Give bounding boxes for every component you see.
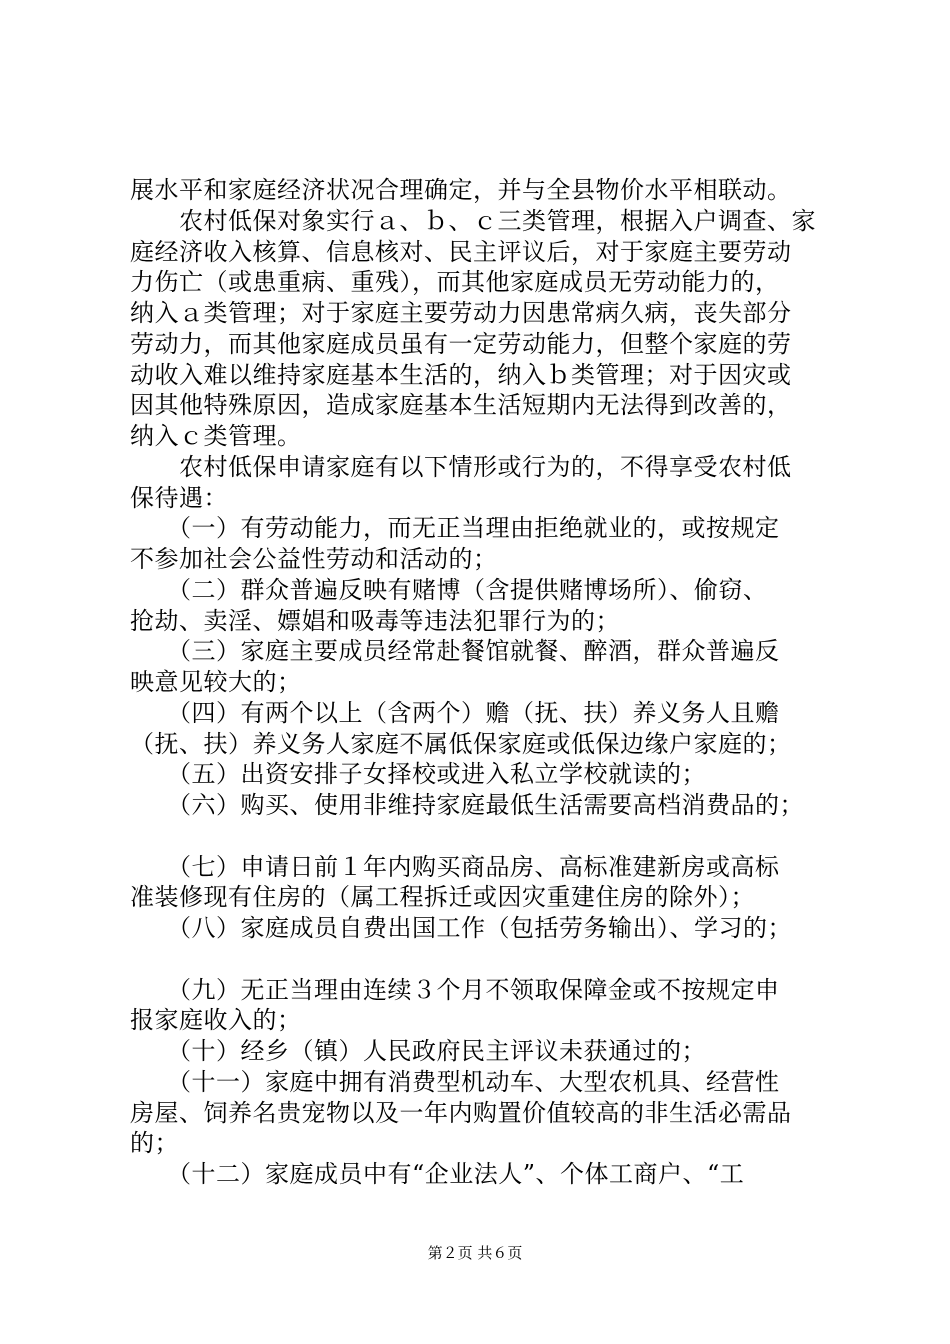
text-line: （七）申请日前１年内购买商品房、高标准建新房或高标 xyxy=(130,852,780,881)
text-line: （五）出资安排子女择校或进入私立学校就读的； xyxy=(130,760,706,789)
text-line: （九）无正当理由连续３个月不领取保障金或不按规定申 xyxy=(130,975,780,1004)
text-line: 准装修现有住房的（属工程拆迁或因灾重建住房的除外）； xyxy=(130,883,755,912)
text-line: 的； xyxy=(130,1129,179,1158)
text-line: （二）群众普遍反映有赌博（含提供赌博场所）、偷窃、 xyxy=(130,575,768,604)
text-line: （八）家庭成员自费出国工作（包括劳务输出）、学习的； xyxy=(130,914,792,942)
text-line: 劳动力，而其他家庭成员虽有一定劳动能力，但整个家庭的劳 xyxy=(130,329,792,358)
text-line: 动收入难以维持家庭基本生活的，纳入ｂ类管理；对于因灾或 xyxy=(130,360,792,389)
text-line: （十）经乡（镇）人民政府民主评议未获通过的； xyxy=(130,1037,706,1065)
text-line: 农村低保对象实行ａ、ｂ、ｃ三类管理，根据入户调查、家 xyxy=(130,206,816,235)
text-line: 映意见较大的； xyxy=(130,668,302,696)
text-line: 因其他特殊原因，造成家庭基本生活短期内无法得到改善的， xyxy=(130,391,792,420)
text-line: （三）家庭主要成员经常赴餐馆就餐、醉酒，群众普遍反 xyxy=(130,637,780,666)
text-line: （十二）家庭成员中有“企业法人”、个体工商户、“工 xyxy=(130,1160,745,1188)
text-line: 展水平和家庭经济状况合理确定，并与全县物价水平相联动。 xyxy=(130,176,792,204)
text-line: 力伤亡（或患重病、重残），而其他家庭成员无劳动能力的， xyxy=(130,268,780,297)
text-line: 纳入ａ类管理；对于家庭主要劳动力因患常病久病，丧失部分 xyxy=(130,299,792,327)
text-line: 保待遇： xyxy=(130,483,228,512)
text-line: 房屋、饲养名贵宠物以及一年内购置价值较高的非生活必需品 xyxy=(130,1098,792,1127)
text-line: （抚、扶）养义务人家庭不属低保家庭或低保边缘户家庭的； xyxy=(130,729,792,758)
page-footer: 第２页 共６页 xyxy=(427,1244,523,1262)
text-line: 庭经济收入核算、信息核对、民主评议后，对于家庭主要劳动 xyxy=(130,237,792,266)
text-line: 纳入ｃ类管理。 xyxy=(130,422,302,450)
text-line: 不参加社会公益性劳动和活动的； xyxy=(130,545,498,573)
text-line: （一）有劳动能力，而无正当理由拒绝就业的，或按规定 xyxy=(130,514,780,543)
text-line: 报家庭收入的； xyxy=(130,1006,302,1035)
text-line: （四）有两个以上（含两个）赡（抚、扶）养义务人且赡 xyxy=(130,698,780,727)
text-line: （十一）家庭中拥有消费型机动车、大型农机具、经营性 xyxy=(130,1067,780,1096)
text-line: （六）购买、使用非维持家庭最低生活需要高档消费品的； xyxy=(130,791,804,819)
text-line: 农村低保申请家庭有以下情形或行为的，不得享受农村低 xyxy=(130,452,792,481)
text-line: 抢劫、卖淫、嫖娼和吸毒等违法犯罪行为的； xyxy=(130,606,620,635)
